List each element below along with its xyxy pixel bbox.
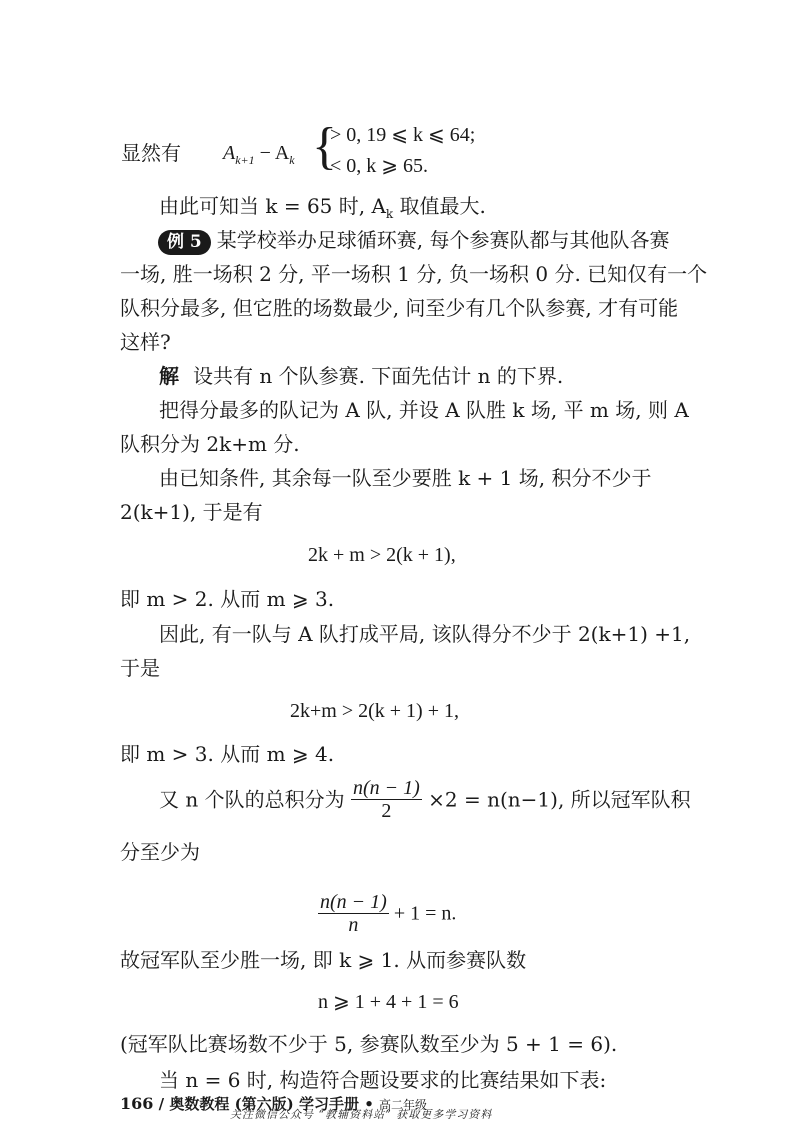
text-line-conclusion: 由此可知当 k = 65 时, $A_k$ 取值最大. — [159, 194, 486, 221]
paragraph-4: 即 m > 2. 从而 m ⩾ 3. — [120, 587, 335, 611]
fraction-total-points: $\frac{n(n - 1)}{2}$ — [352, 777, 420, 822]
equation-1: 2k + m > 2(k + 1), — [308, 544, 456, 566]
example-5-line-1: 例 5 某学校举办足球循环赛, 每个参赛队都与其他队各赛 — [158, 230, 669, 255]
example-5-line-3: 队积分最多, 但它胜的场数最少, 问至少有几个队参赛, 才有可能 — [120, 296, 679, 320]
paragraph-7-line-1: 又 n 个队的总积分为 $\frac{n(n - 1)}{2}$ ×2 = n(n−1), 所以冠军队积 — [159, 777, 691, 822]
fraction-champion: $\frac{n(n - 1)}{n}$ — [320, 891, 387, 936]
equation-2: 2k+m > 2(k + 1) + 1, — [290, 700, 459, 722]
book-title: / 奥数教程 (第六版) 学习手册 • — [158, 1095, 374, 1113]
paragraph-3-line-2: 2(k+1), 于是有 — [120, 500, 263, 524]
paragraph-2-line-2: 队积分为 2k+m 分. — [120, 432, 300, 456]
paragraph-5-line-1: 因此, 有一队与 A 队打成平局, 该队得分不少于 2(k+1) +1, — [159, 622, 691, 646]
equation-3: $\frac{n(n - 1)}{n}$ + 1 = n. — [320, 891, 457, 936]
solution-label: 解 — [159, 364, 179, 388]
paragraph-8: 故冠军队至少胜一场, 即 k ⩾ 1. 从而参赛队数 — [120, 948, 527, 972]
paragraph-5-line-2: 于是 — [120, 656, 160, 680]
solution-line: 解 设共有 n 个队参赛. 下面先估计 n 的下界. — [159, 364, 564, 388]
case-negative: < 0, k ⩾ 65. — [330, 155, 429, 177]
paragraph-3-line-1: 由已知条件, 其余每一队至少要胜 k + 1 场, 积分不少于 — [159, 466, 652, 490]
example-5-line-2: 一场, 胜一场积 2 分, 平一场积 1 分, 负一场积 0 分. 已知仅有一个 — [120, 262, 708, 286]
text-line-1-label: 显然有 — [121, 141, 181, 165]
paragraph-9: (冠军队比赛场数不少于 5, 参赛队数至少为 5 + 1 = 6). — [120, 1032, 618, 1056]
paragraph-2-line-1: 把得分最多的队记为 A 队, 并设 A 队胜 k 场, 平 m 场, 则 A — [159, 398, 689, 422]
paragraph-7-line-2: 分至少为 — [120, 840, 200, 864]
paragraph-10: 当 n = 6 时, 构造符合题设要求的比赛结果如下表: — [159, 1068, 607, 1092]
equation-4: n ⩾ 1 + 4 + 1 = 6 — [318, 991, 459, 1013]
paragraph-6: 即 m > 3. 从而 m ⩾ 4. — [120, 742, 335, 766]
watermark: 关注微信公众号 “教辅资料站” 获取更多学习资料 — [230, 1108, 493, 1121]
case-positive: > 0, 19 ⩽ k ⩽ 64; — [330, 124, 476, 146]
page-number: 166 — [120, 1094, 154, 1113]
example-badge: 例 5 — [158, 230, 211, 255]
example-5-line-4: 这样? — [120, 330, 171, 354]
grade-label: 高二年级 — [379, 1098, 428, 1112]
equation-difference: $A_{k+1} - A_k$ — [223, 142, 295, 167]
cases-brace: { — [312, 118, 337, 175]
